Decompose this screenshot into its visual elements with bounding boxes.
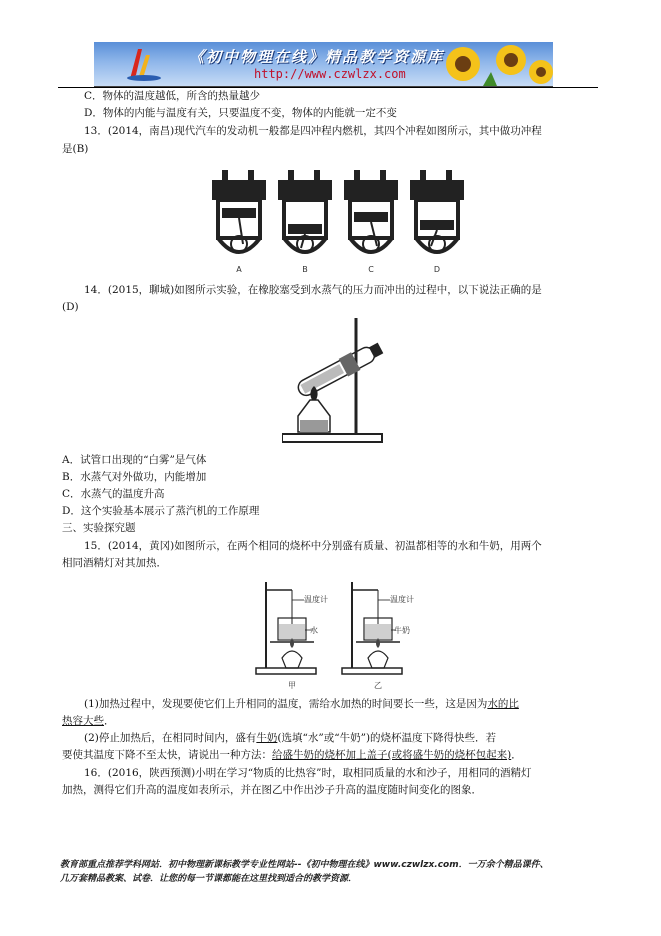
q15-part1-line1 xyxy=(84,697,519,712)
engine-c xyxy=(344,170,398,252)
beaker-heating-figure xyxy=(252,580,422,692)
q13-text: 13．(2014，南昌)现代汽车的发动机一般都是四冲程内燃机，其四个冲程如图所示，其中做功冲程 xyxy=(84,125,542,137)
section-heading: 三、实验探究题 xyxy=(62,522,136,534)
site-logo-icon xyxy=(124,45,164,83)
sunflower-icon xyxy=(433,42,553,86)
q14-answer: (D) xyxy=(62,301,79,313)
q15-part2-method-answer: 给盛牛奶的烧杯加上盖子(或将盛牛奶的烧杯包起来) xyxy=(272,749,512,761)
left-caption: 甲 xyxy=(288,681,296,690)
q15-part2-method-prompt: 要使其温度下降不至太快，请说出一种方法： xyxy=(62,749,272,761)
right-thermometer-label: 温度计 xyxy=(390,595,414,604)
fig13-label-a: A xyxy=(236,265,242,274)
q15-part1-end: ． xyxy=(104,715,115,727)
q15-part1-answer: 水的比 xyxy=(487,698,519,710)
banner-url: http://www.czwlzx.com xyxy=(254,67,406,81)
q15-part1-text: (1)加热过程中，发现要使它们上升相同的温度，需给水加热的时间要长一些，这是因为 xyxy=(84,698,488,710)
water-label: 水 xyxy=(310,626,318,635)
q15-text-2: 相同酒精灯对其加热． xyxy=(62,557,167,569)
option-d-prev: D．物体的内能与温度有关，只要温度不变，物体的内能就一定不变 xyxy=(84,107,397,119)
page-footer xyxy=(60,858,605,886)
engine-strokes-figure xyxy=(208,166,470,276)
q15-part2-answer: 牛奶 xyxy=(256,732,278,744)
fig13-label-b: B xyxy=(302,265,308,274)
footer-line-2: 几万套精品教案、试卷．让您的每一节课都能在这里找到适合的教学资源． xyxy=(60,874,358,884)
q15-part2-line2 xyxy=(62,748,522,763)
header-banner xyxy=(94,42,553,87)
option-c-prev: C．物体的温度越低，所含的热量越少 xyxy=(84,90,261,102)
banner-title: 《初中物理在线》精品教学资源库 xyxy=(189,48,445,66)
q15-part2-end: ． xyxy=(511,749,522,761)
q15-part2-text: (2)停止加热后，在相同时间内，盛有 xyxy=(84,732,257,744)
q14-option-c: C．水蒸气的温度升高 xyxy=(62,488,165,500)
engine-d xyxy=(410,170,464,252)
q14-text: 14．(2015，聊城)如图所示实验，在橡胶塞受到水蒸气的压力而冲出的过程中，以下说法正确的是 xyxy=(84,284,542,296)
right-caption: 乙 xyxy=(374,681,382,690)
fig13-label-d: D xyxy=(433,265,441,274)
engine-a xyxy=(212,170,266,252)
q15-part2-line1 xyxy=(84,731,496,746)
q15-part1-line2 xyxy=(62,714,115,729)
q15-text: 15．(2014，黄冈)如图所示，在两个相同的烧杯中分别盛有质量、初温都相等的水和牛奶，用两个 xyxy=(84,540,542,552)
q15-part1-answer-cont: 热容大些 xyxy=(62,715,104,727)
left-thermometer-label: 温度计 xyxy=(304,595,328,604)
engine-b xyxy=(278,170,332,252)
milk-label: 牛奶 xyxy=(394,626,410,635)
q14-option-b: B．水蒸气对外做功，内能增加 xyxy=(62,471,207,483)
fig13-label-c: C xyxy=(368,265,374,274)
q14-option-d: D．这个实验基本展示了蒸汽机的工作原理 xyxy=(62,505,260,517)
steam-tube-figure xyxy=(282,316,392,446)
q16-text: 16．(2016，陕西预测)小明在学习“物质的比热容”时，取相同质量的水和沙子，用相同的酒精灯 xyxy=(84,767,532,779)
q16-text-2: 加热，测得它们升高的温度如表所示，并在图乙中作出沙子升高的温度随时间变化的图象． xyxy=(62,784,482,796)
q15-part2-text-cont: (选填“水”或“牛奶”)的烧杯温度下降得快些．若 xyxy=(277,732,497,744)
header-rule xyxy=(58,87,598,88)
footer-line-1: 教育部重点推荐学科网站．初中物理新课标教学专业性网站--《初中物理在线》www.czwlzx.com．一万余个精品课件、 xyxy=(60,860,549,870)
q13-answer: 是(B) xyxy=(62,143,89,155)
q14-option-a: A．试管口出现的“白雾”是气体 xyxy=(62,454,207,466)
